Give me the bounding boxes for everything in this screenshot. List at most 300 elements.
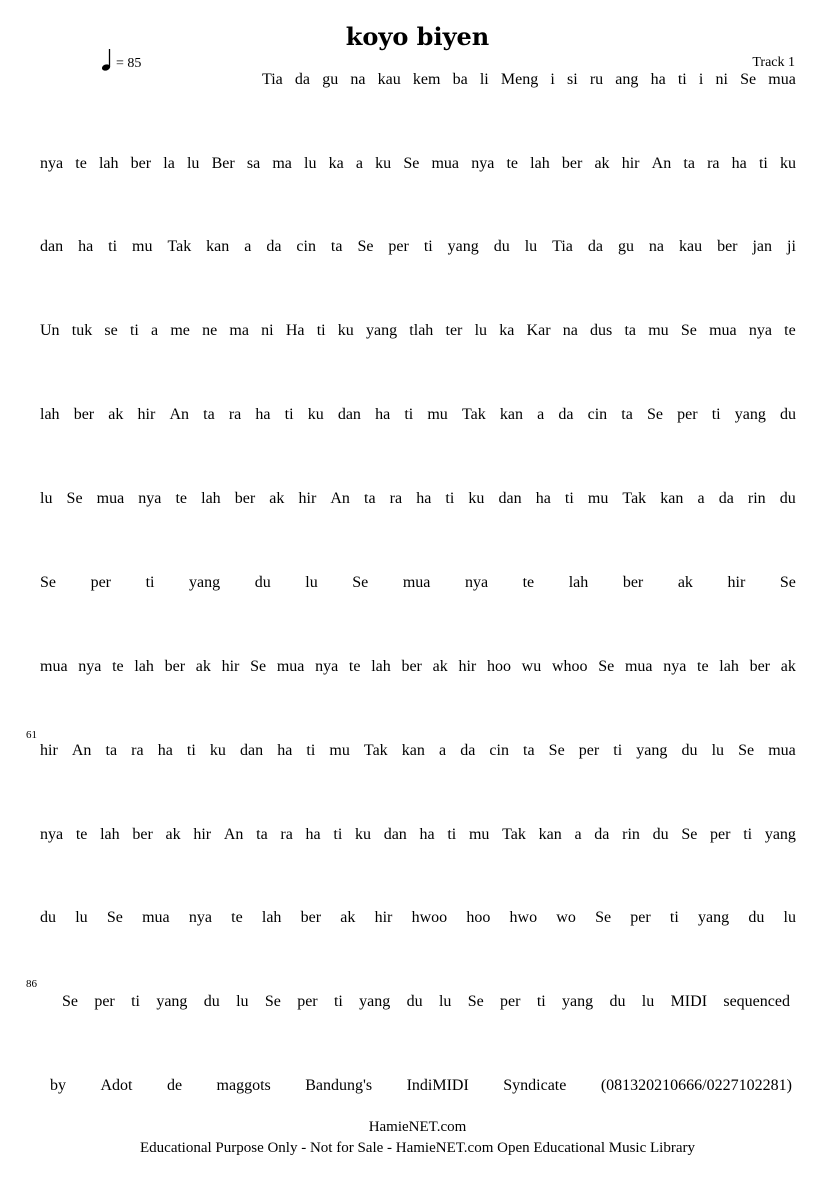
lyric-syllable: Se <box>66 490 83 507</box>
lyric-syllable: mua <box>402 574 431 591</box>
lyric-syllable: a <box>438 742 447 759</box>
lyric-syllable: by <box>50 1077 66 1094</box>
lyric-syllable: du <box>406 993 423 1010</box>
lyric-syllable: da <box>294 71 311 88</box>
lyric-syllable: a <box>537 406 545 423</box>
lyric-syllable: ku <box>209 742 226 759</box>
lyric-syllable: te <box>112 658 124 675</box>
lyric-syllable: Se <box>106 909 123 926</box>
lyric-syllable: lu <box>186 155 200 172</box>
lyric-syllable: ni <box>715 71 728 88</box>
lyric-syllable: Syndicate <box>503 1077 567 1094</box>
lyric-syllable: sa <box>246 155 261 172</box>
lyric-syllable: ti <box>333 993 343 1010</box>
lyric-syllable: ak <box>340 909 356 926</box>
lyric-syllable: ra <box>707 155 720 172</box>
lyric-syllable: lu <box>711 742 725 759</box>
lyric-syllable: ka <box>328 155 344 172</box>
lyric-syllable: Ha <box>285 322 305 339</box>
lyric-syllable: lah <box>134 658 154 675</box>
lyric-syllable: ji <box>787 238 796 255</box>
lyric-syllable: ha <box>535 490 551 507</box>
lyric-syllable: wo <box>556 909 576 926</box>
lyric-syllable: per <box>94 993 115 1010</box>
lyric-syllable: tuk <box>71 322 93 339</box>
lyric-syllable: cin <box>587 406 608 423</box>
lyric-line <box>40 658 796 676</box>
lyric-syllable: i <box>550 71 555 88</box>
lyric-syllable: rin <box>622 826 640 843</box>
lyric-syllable: yang <box>764 826 796 843</box>
lyric-syllable: hoo <box>466 909 491 926</box>
lyric-syllable: ru <box>589 71 604 88</box>
lyric-syllable: mua <box>624 658 653 675</box>
lyric-syllable: lah <box>201 490 221 507</box>
lyric-syllable: hir <box>727 574 746 591</box>
lyric-syllable: Bandung's <box>305 1077 373 1094</box>
lyric-syllable: ti <box>316 322 326 339</box>
lyric-syllable: Adot <box>100 1077 133 1094</box>
lyric-syllable: yang <box>365 322 398 339</box>
lyric-syllable: nya <box>78 658 102 675</box>
lyric-syllable: mu <box>648 322 669 339</box>
lyric-syllable: mu <box>427 406 448 423</box>
lyric-syllable: te <box>506 155 518 172</box>
lyric-syllable: te <box>784 322 796 339</box>
lyric-syllable: gu <box>322 71 339 88</box>
lyric-syllable: mua <box>768 71 796 88</box>
lyric-syllable: yang <box>156 993 188 1010</box>
lyric-syllable: lu <box>236 993 249 1010</box>
lyric-syllable: yang <box>562 993 594 1010</box>
lyric-line <box>40 406 796 424</box>
footer-site: HamieNET.com <box>368 1119 467 1135</box>
lyric-syllable: da <box>558 406 574 423</box>
lyric-syllable: yang <box>447 238 479 255</box>
lyric-syllable: ber <box>622 574 644 591</box>
lyric-syllable: ku <box>779 155 796 172</box>
lyric-syllable: dan <box>40 238 64 255</box>
lyric-syllable: per <box>388 238 409 255</box>
lyric-syllable: Se <box>598 658 615 675</box>
lyric-syllable: lu <box>474 322 488 339</box>
lyric-syllable: maggots <box>216 1077 271 1094</box>
lyric-syllable: nya <box>748 322 772 339</box>
lyric-syllable: Tak <box>502 826 526 843</box>
lyric-line <box>40 742 796 760</box>
lyric-syllable: ber <box>401 658 422 675</box>
lyric-syllable: ha <box>375 406 391 423</box>
lyric-line <box>40 322 796 340</box>
lyric-line <box>40 490 796 508</box>
lyric-syllable: da <box>594 826 610 843</box>
lyric-syllable: a <box>244 238 252 255</box>
lyric-syllable: ter <box>445 322 463 339</box>
lyric-syllable: lah <box>530 155 550 172</box>
lyric-syllable: ra <box>389 490 403 507</box>
lyric-syllable: per <box>710 826 731 843</box>
lyric-syllable: te <box>175 490 188 507</box>
lyric-syllable: hir <box>221 658 240 675</box>
lyric-syllable: ak <box>432 658 448 675</box>
lyric-syllable: ha <box>277 742 293 759</box>
lyric-syllable: Se <box>403 155 420 172</box>
lyric-syllable: ber <box>132 826 153 843</box>
lyric-syllable: ha <box>416 490 432 507</box>
lyric-syllable: jan <box>752 238 773 255</box>
lyric-syllable: a <box>355 155 364 172</box>
lyric-syllable: ber <box>164 658 186 675</box>
lyric-syllable: nya <box>663 658 687 675</box>
lyric-syllable: Se <box>646 406 663 423</box>
lyric-syllable: kan <box>538 826 562 843</box>
lyric-syllable: lu <box>641 993 655 1010</box>
lyric-syllable: (081320210666/0227102281) <box>600 1077 792 1094</box>
lyric-syllable: ti <box>423 238 433 255</box>
lyric-syllable: ti <box>333 826 343 843</box>
lyric-syllable: ta <box>105 742 118 759</box>
lyric-syllable: te <box>75 155 87 172</box>
lyric-syllable: dus <box>590 322 613 339</box>
lyric-syllable: An <box>330 490 350 507</box>
lyric-syllable: ti <box>564 490 574 507</box>
lyric-syllable: ti <box>711 406 721 423</box>
lyric-syllable: Se <box>467 993 484 1010</box>
lyric-syllable: ka <box>499 322 515 339</box>
lyric-syllable: ti <box>404 406 414 423</box>
lyric-syllable: mu <box>329 742 350 759</box>
lyric-syllable: da <box>460 742 476 759</box>
lyric-line <box>262 71 796 89</box>
lyric-syllable: na <box>350 71 366 88</box>
lyric-syllable: mua <box>40 658 68 675</box>
lyric-syllable: Un <box>40 322 60 339</box>
lyric-syllable: ti <box>284 406 294 423</box>
lyric-syllable: ti <box>129 322 139 339</box>
lyric-syllable: Se <box>250 658 267 675</box>
lyric-syllable: ma <box>229 322 249 339</box>
lyric-syllable: Tak <box>167 238 192 255</box>
lyric-syllable: sequenced <box>723 993 790 1010</box>
lyric-syllable: Tak <box>461 406 486 423</box>
lyric-syllable: Ber <box>211 155 235 172</box>
lyric-syllable: ti <box>743 826 753 843</box>
lyric-syllable: Tak <box>622 490 647 507</box>
lyric-syllable: mua <box>768 742 796 759</box>
lyric-syllable: Meng <box>500 71 539 88</box>
lyric-syllable: lah <box>371 658 391 675</box>
lyric-syllable: du <box>609 993 626 1010</box>
lyric-syllable: ti <box>306 742 316 759</box>
lyric-syllable: te <box>75 826 88 843</box>
lyric-syllable: ne <box>202 322 218 339</box>
lyric-syllable: lah <box>568 574 589 591</box>
lyric-syllable: ti <box>145 574 155 591</box>
lyric-syllable: kan <box>499 406 523 423</box>
lyric-syllable: dan <box>383 826 407 843</box>
song-title: koyo biyen <box>345 22 490 51</box>
lyric-syllable: Tak <box>363 742 388 759</box>
lyric-syllable: dan <box>498 490 522 507</box>
lyric-syllable: kan <box>401 742 425 759</box>
lyric-syllable: ha <box>419 826 435 843</box>
lyric-syllable: hir <box>40 742 58 759</box>
lyric-syllable: rin <box>747 490 766 507</box>
lyric-syllable: IndiMIDI <box>406 1077 469 1094</box>
lyric-syllable: ta <box>364 490 376 507</box>
measure-number-61: 61 <box>26 729 37 741</box>
lyric-syllable: te <box>522 574 535 591</box>
lyric-syllable: mu <box>468 826 490 843</box>
lyric-syllable: du <box>681 742 698 759</box>
lyric-syllable: du <box>40 909 56 926</box>
lyric-syllable: du <box>652 826 669 843</box>
lyric-syllable: mua <box>142 909 170 926</box>
lyric-syllable: nya <box>464 574 489 591</box>
lyric-syllable: ti <box>758 155 768 172</box>
lyric-syllable: per <box>297 993 318 1010</box>
lyric-syllable: ak <box>165 826 181 843</box>
lyric-syllable: li <box>479 71 489 88</box>
footer-notice: Educational Purpose Only - Not for Sale - HamieNET.com Open Educational Music Library <box>140 1140 695 1156</box>
lyric-syllable: mua <box>96 490 125 507</box>
lyric-syllable: lah <box>40 406 60 423</box>
lyric-syllable: ma <box>272 155 292 172</box>
lyric-syllable: cin <box>489 742 509 759</box>
lyric-syllable: ta <box>683 155 695 172</box>
lyric-syllable: An <box>651 155 672 172</box>
lyric-syllable: Se <box>352 574 369 591</box>
lyric-syllable: yang <box>698 909 730 926</box>
lyric-syllable: da <box>266 238 282 255</box>
quarter-note-icon <box>100 48 114 72</box>
lyric-syllable: ha <box>731 155 747 172</box>
lyric-syllable: ak <box>677 574 693 591</box>
lyric-syllable: ti <box>131 993 140 1010</box>
lyric-syllable: ba <box>452 71 468 88</box>
lyric-syllable: nya <box>471 155 495 172</box>
lyric-syllable: ti <box>445 490 455 507</box>
lyric-syllable: lah <box>100 826 120 843</box>
lyric-syllable: du <box>779 490 796 507</box>
lyric-syllable: ak <box>594 155 610 172</box>
lyric-syllable: ku <box>375 155 392 172</box>
lyric-syllable: yang <box>189 574 221 591</box>
lyric-syllable: lu <box>40 490 53 507</box>
lyric-line <box>40 909 796 927</box>
lyric-syllable: se <box>104 322 118 339</box>
lyric-syllable: mua <box>276 658 305 675</box>
lyric-syllable: du <box>779 406 796 423</box>
lyric-syllable: ku <box>337 322 354 339</box>
lyric-line <box>40 155 796 173</box>
lyric-syllable: yang <box>636 742 668 759</box>
lyric-syllable: Se <box>40 574 56 591</box>
lyric-syllable: Se <box>548 742 565 759</box>
lyric-syllable: hir <box>374 909 393 926</box>
lyric-line <box>40 574 796 592</box>
lyric-syllable: da <box>718 490 734 507</box>
lyric-syllable: ha <box>255 406 271 423</box>
lyric-syllable: na <box>562 322 578 339</box>
lyric-syllable: per <box>677 406 698 423</box>
lyric-syllable: lu <box>783 909 796 926</box>
lyric-syllable: cin <box>296 238 316 255</box>
lyric-syllable: ha <box>78 238 94 255</box>
lyric-syllable: ber <box>749 658 770 675</box>
measure-number-86: 86 <box>26 978 37 990</box>
lyric-syllable: per <box>578 742 600 759</box>
lyric-syllable: hir <box>458 658 477 675</box>
lyric-syllable: An <box>169 406 189 423</box>
lyric-syllable: du <box>493 238 510 255</box>
lyric-syllable: ti <box>108 238 118 255</box>
tempo-value: = 85 <box>116 56 142 71</box>
lyric-syllable: te <box>231 909 243 926</box>
lyric-syllable: du <box>203 993 220 1010</box>
lyric-syllable: mua <box>709 322 737 339</box>
lyric-syllable: i <box>698 71 704 88</box>
lyric-syllable: ni <box>261 322 274 339</box>
lyric-syllable: gu <box>617 238 634 255</box>
lyric-syllable: lu <box>75 909 88 926</box>
lyric-syllable: a <box>151 322 159 339</box>
lyric-syllable: hir <box>298 490 317 507</box>
lyric-syllable: ber <box>300 909 322 926</box>
lyric-syllable: ak <box>780 658 796 675</box>
lyric-syllable: ak <box>195 658 211 675</box>
lyric-line <box>40 826 796 844</box>
lyric-syllable: de <box>166 1077 183 1094</box>
lyric-syllable: Se <box>740 71 757 88</box>
lyric-line <box>40 238 796 256</box>
lyric-line <box>50 1077 792 1095</box>
lyric-syllable: ra <box>228 406 242 423</box>
lyric-syllable: ta <box>330 238 343 255</box>
lyric-syllable: ku <box>354 826 371 843</box>
lyric-syllable: ber <box>717 238 738 255</box>
lyric-syllable: ta <box>624 322 637 339</box>
lyric-syllable: wu <box>521 658 542 675</box>
track-label: Track 1 <box>752 55 795 70</box>
lyric-syllable: ha <box>650 71 666 88</box>
lyric-syllable: yang <box>359 993 391 1010</box>
lyric-syllable: a <box>574 826 582 843</box>
lyric-syllable: ber <box>73 406 95 423</box>
lyric-syllable: te <box>348 658 361 675</box>
lyric-syllable: nya <box>138 490 162 507</box>
lyric-syllable: mu <box>132 238 153 255</box>
lyric-syllable: da <box>587 238 603 255</box>
lyric-syllable: lu <box>524 238 538 255</box>
lyric-syllable: ku <box>307 406 324 423</box>
lyric-syllable: Tia <box>552 238 573 255</box>
lyric-syllable: lah <box>261 909 282 926</box>
lyric-syllable: per <box>630 909 651 926</box>
lyric-syllable: kan <box>206 238 230 255</box>
lyric-syllable: Se <box>680 322 697 339</box>
lyric-syllable: ku <box>468 490 485 507</box>
lyric-syllable: nya <box>315 658 339 675</box>
lyric-syllable: lah <box>98 155 119 172</box>
lyric-syllable: An <box>223 826 244 843</box>
lyric-syllable: MIDI <box>670 993 708 1010</box>
lyric-syllable: hoo <box>486 658 511 675</box>
lyric-syllable: me <box>170 322 190 339</box>
lyric-syllable: ta <box>523 742 535 759</box>
lyric-syllable: Se <box>62 993 78 1010</box>
lyric-syllable: Se <box>779 574 796 591</box>
lyric-syllable: ti <box>677 71 687 88</box>
lyric-syllable: hwoo <box>411 909 448 926</box>
lyric-syllable: hir <box>137 406 156 423</box>
lyric-syllable: ang <box>615 71 639 88</box>
lyric-syllable: lu <box>305 574 318 591</box>
lyric-line <box>62 993 790 1011</box>
lyric-syllable: ta <box>203 406 215 423</box>
lyric-syllable: ti <box>186 742 196 759</box>
lyric-syllable: hir <box>193 826 212 843</box>
lyric-syllable: hir <box>621 155 640 172</box>
lyric-syllable: nya <box>40 826 64 843</box>
tempo-marking <box>100 48 141 72</box>
lyric-syllable: hwo <box>509 909 538 926</box>
lyric-syllable: kau <box>377 71 401 88</box>
lyric-syllable: per <box>90 574 111 591</box>
lyric-syllable: Se <box>595 909 612 926</box>
lyric-syllable: ha <box>157 742 173 759</box>
lyric-syllable: Se <box>681 826 698 843</box>
lyric-syllable: lu <box>438 993 452 1010</box>
lyric-syllable: dan <box>239 742 264 759</box>
lyric-syllable: a <box>697 490 705 507</box>
lyric-syllable: kem <box>412 71 441 88</box>
lyric-syllable: lah <box>719 658 739 675</box>
lyric-syllable: per <box>500 993 521 1010</box>
lyric-syllable: ak <box>108 406 124 423</box>
lyric-syllable: tlah <box>409 322 434 339</box>
lyric-syllable: ti <box>447 826 457 843</box>
lyric-syllable: Se <box>264 993 281 1010</box>
lyric-syllable: du <box>748 909 765 926</box>
lyric-syllable: ti <box>669 909 679 926</box>
lyric-syllable: ber <box>130 155 152 172</box>
lyric-syllable: la <box>163 155 175 172</box>
lyric-syllable: Kar <box>526 322 551 339</box>
lyric-syllable: whoo <box>551 658 588 675</box>
lyric-syllable: yang <box>734 406 766 423</box>
lyric-syllable: nya <box>188 909 212 926</box>
lyric-syllable: kau <box>679 238 703 255</box>
lyric-syllable: Tia <box>262 71 283 88</box>
lyric-syllable: te <box>697 658 709 675</box>
lyric-syllable: ber <box>561 155 583 172</box>
lyric-syllable: ha <box>305 826 321 843</box>
lyric-syllable: ra <box>280 826 293 843</box>
lyric-syllable: dan <box>337 406 361 423</box>
lyric-syllable: si <box>566 71 578 88</box>
lyric-syllable: lu <box>304 155 317 172</box>
lyric-syllable: du <box>254 574 271 591</box>
lyric-syllable: Se <box>357 238 374 255</box>
lyric-syllable: ti <box>536 993 546 1010</box>
lyric-syllable: mua <box>431 155 460 172</box>
lyric-syllable: mu <box>587 490 609 507</box>
lyric-syllable: ak <box>269 490 285 507</box>
lyric-syllable: Se <box>738 742 755 759</box>
lyric-syllable: ta <box>256 826 268 843</box>
lyric-syllable: kan <box>660 490 684 507</box>
